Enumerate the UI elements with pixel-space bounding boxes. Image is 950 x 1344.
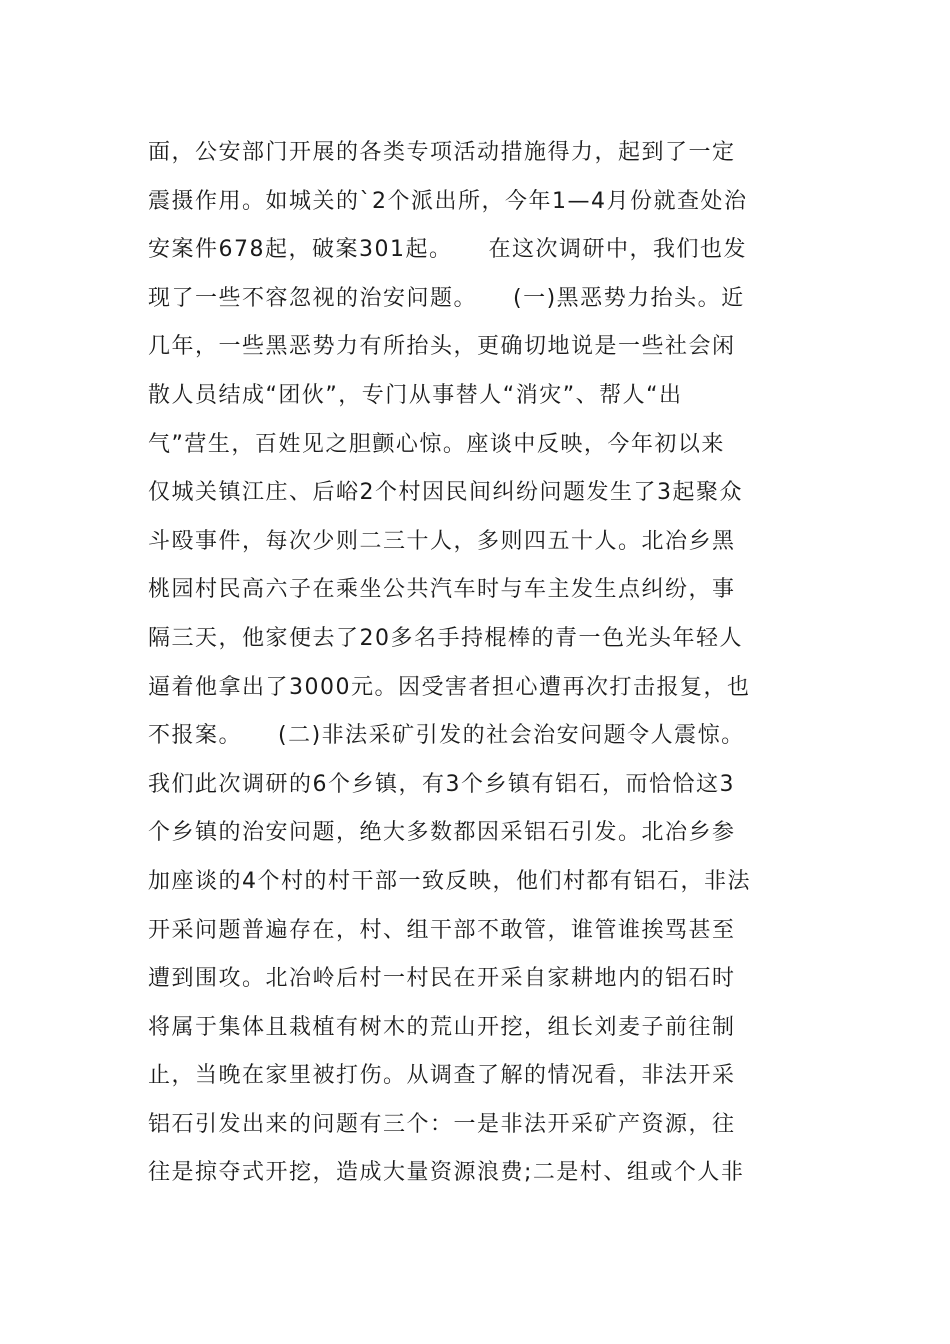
text-line: 仅城关镇江庄、后峪2个村因民间纠纷问题发生了3起聚众 [148, 480, 743, 506]
text-line: 斗殴事件，每次少则二三十人，多则四五十人。北冶乡黑 [148, 528, 736, 554]
text-line: 逼着他拿出了3000元。因受害者担心遭再次打击报复，也 [148, 674, 751, 700]
text-line: 桃园村民高六子在乘坐公共汽车时与车主发生点纠纷，事 [148, 577, 736, 603]
text-line: 面，公安部门开展的各类专项活动措施得力，起到了一定 [148, 140, 736, 165]
text-line: 我们此次调研的6个乡镇，有3个乡镇有铝石，而恰恰这3 [148, 771, 735, 797]
text-line: 隔三天，他家便去了20多名手持棍棒的青一色光头年轻人 [148, 625, 743, 651]
text-line: 加座谈的4个村的村干部一致反映，他们村都有铝石，非法 [148, 868, 751, 894]
text-line: 止，当晚在家里被打伤。从调查了解的情况看，非法开采 [148, 1063, 736, 1089]
text-line: 安案件678起，破案301起。 在这次调研中，我们也发 [148, 237, 747, 263]
text-line: 不报案。 (二)非法采矿引发的社会治安问题令人震惊。 [148, 723, 745, 749]
text-line: 气”营生，百姓见之胆颤心惊。座谈中反映，今年初以来 [148, 431, 725, 457]
text-line: 现了一些不容忽视的治安问题。 (一)黑恶势力抬头。近 [148, 285, 745, 311]
text-line: 几年，一些黑恶势力有所抬头，更确切地说是一些社会闲 [148, 334, 736, 360]
text-line: 铝石引发出来的问题有三个：一是非法开采矿产资源，往 [148, 1111, 736, 1137]
text-line: 个乡镇的治安问题，绝大多数都因采铝石引发。北冶乡参 [148, 820, 736, 846]
text-line: 开采问题普遍存在，村、组干部不敢管，谁管谁挨骂甚至 [148, 917, 736, 943]
text-line: 将属于集体且栽植有树木的荒山开挖，组长刘麦子前往制 [148, 1014, 736, 1040]
text-line: 往是掠夺式开挖，造成大量资源浪费;二是村、组或个人非 [148, 1160, 745, 1186]
text-line: 震摄作用。如城关的`2个派出所，今年1—4月份就查处治 [148, 188, 748, 214]
body-text [148, 129, 808, 1198]
text-line: 散人员结成“团伙”，专门从事替人“消灾”、帮人“出 [148, 382, 683, 408]
text-line: 遭到围攻。北冶岭后村一村民在开采自家耕地内的铝石时 [148, 966, 736, 992]
